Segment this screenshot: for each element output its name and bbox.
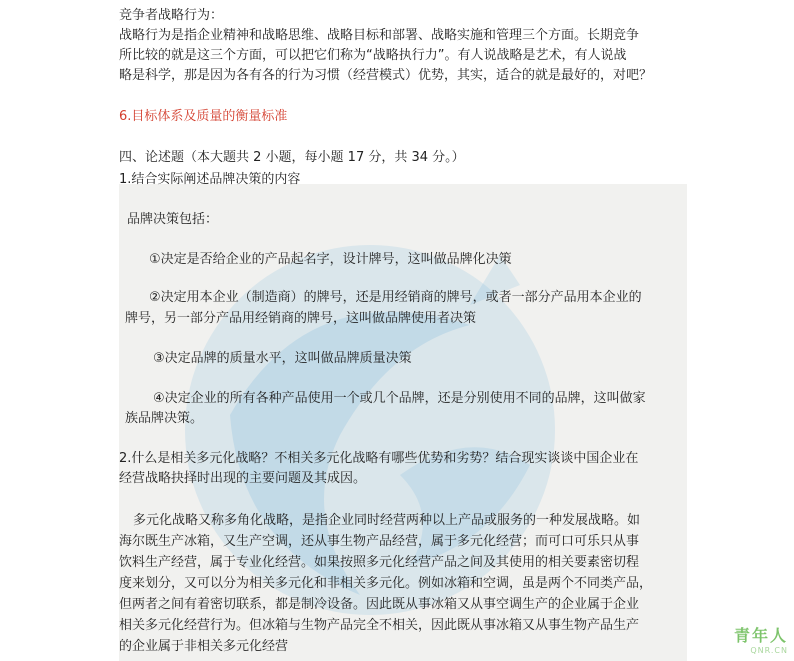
answer-2-line: 但两者之间有着密切联系，都是制冷设备。因此既从事冰箱又从事空调生产的企业属于企业 <box>119 597 640 612</box>
answer-2-line: 饮料生产经营，属于专业化经营。如果按照多元化经营产品之间及其使用的相关要素密切程 <box>119 555 640 570</box>
answer-2-line: 的企业属于非相关多元化经营 <box>119 639 289 654</box>
heading-strategy: 竞争者战略行为： <box>119 8 224 23</box>
answer-2-line: 多元化战略又称多角化战略，是指企业同时经营两种以上产品或服务的一种发展战略。如 <box>133 513 641 528</box>
intro-line: 所比较的就是这三个方面，可以把它们称为“战略执行力”。有人说战略是艺术，有人说战 <box>119 48 627 63</box>
brand-item: ③决定品牌的质量水平，这叫做品牌质量决策 <box>153 351 412 366</box>
part-4-title: 四、论述题（本大题共 2 小题，每小题 17 分，共 34 分。） <box>119 150 465 165</box>
question-2: 2.什么是相关多元化战略？不相关多元化战略有哪些优势和劣势？结合现实谈谈中国企业在 <box>119 451 639 466</box>
brand-item: 牌号，另一部分产品用经销商的牌号，这叫做品牌使用者决策 <box>125 311 477 326</box>
brand-item: ②决定用本企业（制造商）的牌号，还是用经销商的牌号，或者一部分产品用本企业的 <box>149 290 642 305</box>
intro-line: 略是科学，那是因为各有各的行为习惯（经营模式）优势，其实，适合的就是最好的，对吧？ <box>119 68 653 83</box>
answer-2-line: 度来划分，又可以分为相关多元化和非相关多元化。例如冰箱和空调，虽是两个不同类产品， <box>119 576 653 591</box>
brand-item: ①决定是否给企业的产品起名字，设计牌号，这叫做品牌化决策 <box>149 252 512 267</box>
section-6-heading: 6.目标体系及质量的衡量标准 <box>119 109 288 124</box>
brand-item: ④决定企业的所有各种产品使用一个或几个品牌，还是分别使用不同的品牌，这叫做家 <box>153 391 646 406</box>
site-logo <box>734 623 788 655</box>
brand-item: 族品牌决策。 <box>125 411 204 426</box>
logo-text: 青年人 <box>733 626 788 645</box>
answer-2-line: 海尔既生产冰箱，又生产空调，还从事生物产品经营，属于多元化经营；而可口可乐只从事 <box>119 534 640 549</box>
brand-intro: 品牌决策包括： <box>127 212 219 227</box>
question-2: 经营战略抉择时出现的主要问题及其成因。 <box>119 471 367 486</box>
question-1: 1.结合实际阐述品牌决策的内容 <box>119 172 301 187</box>
answer-2-line: 相关多元化经营行为。但冰箱与生物产品完全不相关，因此既从事冰箱又从事生物产品生产 <box>119 618 640 633</box>
intro-line: 战略行为是指企业精神和战略思维、战略目标和部署、战略实施和管理三个方面。长期竞争 <box>119 28 640 43</box>
logo-subtext: QNR.CN <box>750 646 788 655</box>
